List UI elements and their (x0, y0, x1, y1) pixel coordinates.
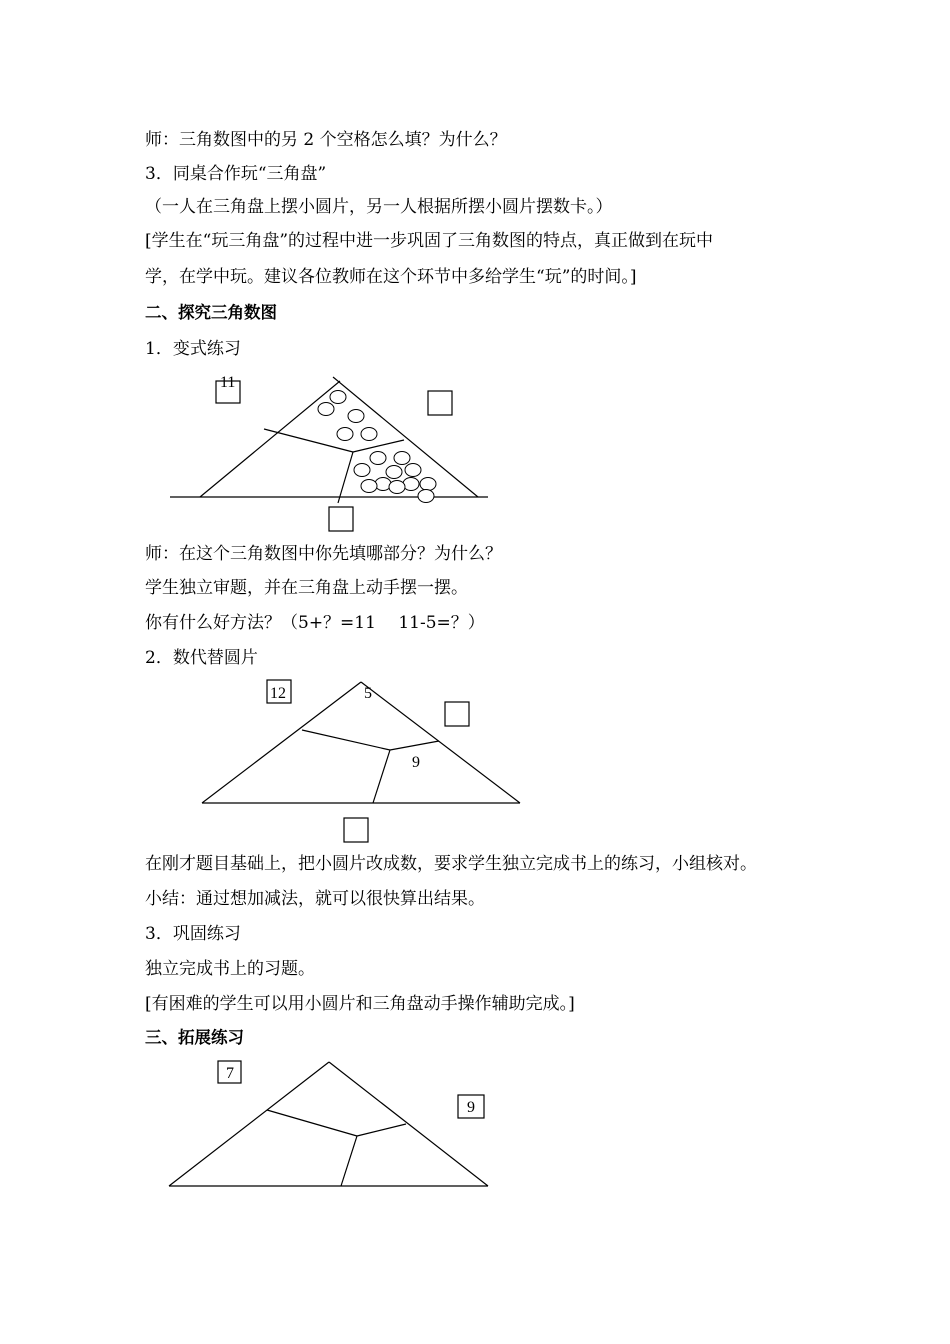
text-line-4: [学生在“玩三角盘”的过程中进一步巩固了三角数图的特点，真正做到在玩中 (145, 231, 714, 251)
text-line-15: [有困难的学生可以用小圆片和三角盘动手操作辅助完成。] (145, 994, 575, 1014)
text-line-10: 2．数代替圆片 (145, 648, 258, 668)
right-counter-4 (386, 466, 402, 479)
box-value-right-3: 9 (467, 1099, 475, 1116)
top-counter-3 (348, 410, 364, 423)
box-value-top-left-3: 7 (226, 1065, 234, 1082)
section-heading-2: 二、探究三角数图 (145, 303, 277, 322)
top-counter-4 (337, 428, 353, 441)
top-counter-5 (361, 428, 377, 441)
triangle-figure-2 (0, 675, 950, 845)
top-counter-2 (330, 391, 346, 404)
text-line-2: 3．同桌合作玩“三角盘” (145, 164, 327, 184)
box-value-top-left-2: 12 (270, 685, 286, 702)
region-value-top: 5 (364, 685, 372, 702)
box-value-top-left: 11 (220, 374, 236, 391)
right-counter-6 (375, 478, 391, 491)
right-counter-7 (361, 480, 377, 493)
text-line-8: 学生独立审题，并在三角盘上动手摆一摆。 (145, 578, 468, 598)
right-counter-3 (354, 464, 370, 477)
section-heading-3: 三、拓展练习 (145, 1028, 244, 1047)
text-line-6: 1．变式练习 (145, 339, 241, 359)
right-counter-5 (405, 464, 421, 477)
text-line-9: 你有什么好方法？（5+？=11 11-5=？） (145, 613, 485, 633)
number-box-right-2 (445, 702, 469, 726)
text-line-13: 3．巩固练习 (145, 924, 241, 944)
number-box-bottom-2 (344, 818, 368, 842)
right-counter-1 (370, 452, 386, 465)
region-value-right: 9 (412, 754, 420, 771)
right-counter-10 (389, 481, 405, 494)
text-line-5: 学，在学中玩。建议各位教师在这个环节中多给学生“玩”的时间。] (145, 267, 637, 287)
triangle-figure-1 (0, 370, 950, 535)
text-line-12: 小结：通过想加减法，就可以很快算出结果。 (145, 889, 485, 909)
top-counter-1 (318, 403, 334, 416)
number-box-bottom (329, 507, 353, 531)
right-counter-2 (394, 452, 410, 465)
text-line-14: 独立完成书上的习题。 (145, 959, 315, 979)
right-counter-11 (418, 490, 434, 503)
text-line-1: 师：三角数图中的另 2 个空格怎么填？为什么？ (145, 130, 507, 150)
number-box-right (428, 391, 452, 415)
right-counter-9 (420, 478, 436, 491)
text-line-7: 师：在这个三角数图中你先填哪部分？为什么？ (145, 544, 502, 564)
text-line-11: 在刚才题目基础上，把小圆片改成数，要求学生独立完成书上的练习，小组核对。 (145, 854, 757, 874)
right-counter-8 (403, 478, 419, 491)
text-line-3: （一人在三角盘上摆小圆片，另一人根据所摆小圆片摆数卡。） (145, 197, 613, 217)
triangle-figure-3 (0, 1055, 950, 1195)
